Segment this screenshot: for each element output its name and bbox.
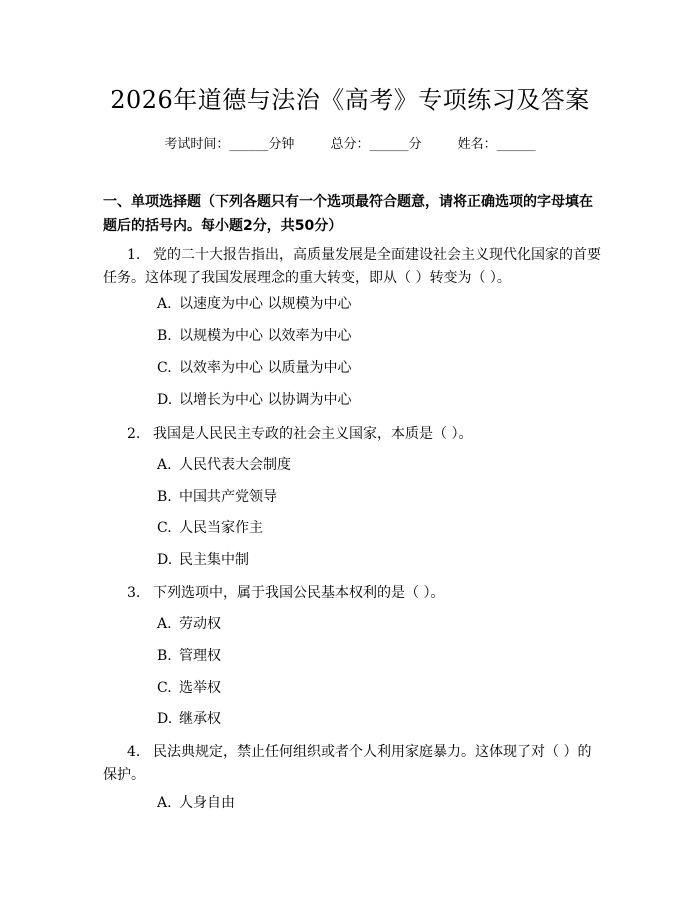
question-text: 民法典规定，禁止任何组织或者个人利用家庭暴力。这体现了对（ ）的保护。 bbox=[103, 744, 592, 783]
option-2c bbox=[157, 518, 263, 538]
total-score bbox=[330, 137, 421, 152]
option-label: C. bbox=[157, 520, 172, 536]
question-2 bbox=[103, 423, 603, 446]
option-text: 劳动权 bbox=[179, 616, 221, 632]
option-3d bbox=[157, 709, 221, 729]
option-label: A. bbox=[157, 457, 172, 473]
option-3c bbox=[157, 678, 221, 698]
student-name bbox=[458, 137, 536, 152]
question-4 bbox=[103, 741, 603, 787]
option-label: A. bbox=[157, 616, 172, 632]
question-number: 1. bbox=[127, 247, 141, 263]
name-blank: ______ bbox=[496, 137, 536, 152]
option-2a bbox=[157, 455, 291, 475]
question-3 bbox=[103, 582, 603, 605]
option-label: B. bbox=[157, 328, 172, 344]
question-number: 3. bbox=[127, 585, 141, 601]
option-label: D. bbox=[157, 552, 173, 568]
question-1 bbox=[103, 244, 603, 290]
option-text: 人民代表大会制度 bbox=[179, 457, 291, 473]
option-text: 以规模为中心 以效率为中心 bbox=[179, 328, 352, 344]
page-title: 2026年道德与法治《高考》专项练习及答案 bbox=[110, 86, 590, 114]
question-number: 2. bbox=[127, 426, 141, 442]
option-1c bbox=[157, 358, 351, 378]
question-text: 下列选项中，属于我国公民基本权利的是（ ）。 bbox=[153, 585, 445, 601]
section-heading: 一、单项选择题（下列各题只有一个选项最符合题意，请将正确选项的字母填在题后的括号内。每小题2分，共50分） bbox=[103, 194, 593, 234]
option-text: 中国共产党领导 bbox=[179, 489, 277, 505]
option-text: 管理权 bbox=[179, 648, 221, 664]
question-number: 4. bbox=[127, 744, 141, 760]
option-text: 以增长为中心 以协调为中心 bbox=[179, 392, 352, 408]
option-2d bbox=[157, 550, 249, 570]
score-label: 总分： bbox=[330, 137, 370, 152]
option-1d bbox=[157, 390, 351, 410]
score-blank: ______分 bbox=[369, 137, 422, 152]
option-text: 人民当家作主 bbox=[179, 520, 263, 536]
option-4a bbox=[157, 793, 235, 813]
option-text: 以速度为中心 以规模为中心 bbox=[179, 296, 352, 312]
option-1b bbox=[157, 326, 351, 346]
option-label: C. bbox=[157, 360, 172, 376]
option-text: 人身自由 bbox=[179, 795, 235, 811]
time-label: 考试时间： bbox=[164, 137, 230, 152]
exam-meta bbox=[0, 133, 700, 152]
option-label: A. bbox=[157, 296, 172, 312]
option-label: C. bbox=[157, 680, 172, 696]
option-3a bbox=[157, 614, 221, 634]
option-label: D. bbox=[157, 711, 173, 727]
option-text: 继承权 bbox=[179, 711, 221, 727]
name-label: 姓名： bbox=[457, 137, 497, 152]
exam-time bbox=[164, 137, 294, 152]
option-label: B. bbox=[157, 648, 172, 664]
option-text: 选举权 bbox=[179, 680, 221, 696]
time-blank: ______分钟 bbox=[229, 137, 295, 152]
option-2b bbox=[157, 487, 277, 507]
option-label: A. bbox=[157, 795, 172, 811]
question-text: 党的二十大报告指出，高质量发展是全面建设社会主义现代化国家的首要任务。这体现了我国发展理念的重大转变，即从（ ）转变为（ ）。 bbox=[103, 247, 601, 286]
option-label: B. bbox=[157, 489, 172, 505]
option-label: D. bbox=[157, 392, 173, 408]
question-text: 我国是人民民主专政的社会主义国家，本质是（ ）。 bbox=[153, 426, 473, 442]
option-text: 民主集中制 bbox=[179, 552, 249, 568]
option-text: 以效率为中心 以质量为中心 bbox=[179, 360, 352, 376]
option-3b bbox=[157, 646, 221, 666]
option-1a bbox=[157, 294, 351, 314]
